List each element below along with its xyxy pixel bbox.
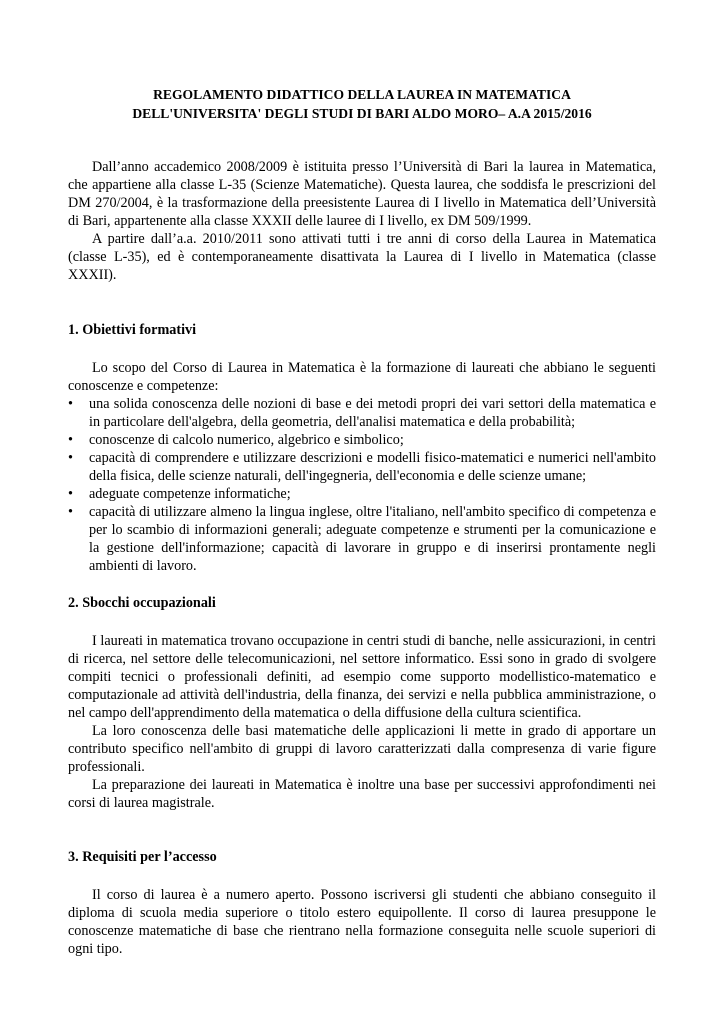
section-2-heading: 2. Sbocchi occupazionali xyxy=(68,595,216,611)
section-3-paragraph-1: Il corso di laurea è a numero aperto. Possono iscriversi gli studenti che abbiano conseguito il diploma di scuola media superiore o titolo estero equipollente. Il corso di laurea presuppone le conoscenze matematiche di base che rientrano nella formazione conseguita nelle scuole superiori di ogni tipo. xyxy=(68,887,656,957)
list-item xyxy=(68,449,656,485)
document-title xyxy=(68,85,656,123)
objectives-list xyxy=(68,395,656,575)
section-2-paragraph-3: La preparazione dei laureati in Matematica è inoltre una base per successivi approfondimenti nei corsi di laurea magistrale. xyxy=(68,777,656,811)
intro-paragraph-1: Dall’anno accademico 2008/2009 è istituita presso l’Università di Bari la laurea in Matematica, che appartiene alla classe L-35 (Scienze Matematiche). Questa laurea, che soddisfa le prescrizioni del DM 270/2004, è la trasformazione della preesistente Laurea di I livello in Matematica dell’Università di Bari, appartenente alla classe XXXII delle lauree di I livello, ex DM 509/1999. xyxy=(68,159,656,229)
bullet-icon: • xyxy=(68,432,73,448)
bullet-icon: • xyxy=(68,486,73,502)
list-item-text: adeguate competenze informatiche; xyxy=(89,486,291,502)
section-1-body xyxy=(68,359,656,575)
title-line-1: REGOLAMENTO DIDATTICO DELLA LAUREA IN MATEMATICA xyxy=(153,87,571,102)
list-item xyxy=(68,431,656,449)
section-2-paragraph-1: I laureati in matematica trovano occupazione in centri studi di banche, nelle assicurazioni, in centri di ricerca, nel settore delle telecomunicazioni, nel settore informatico. Essi sono in grado di svolgere compiti tecnici o professionali definiti, ad esempio come supporto modellistico-matematico e computazionale ad attività dell'industria, della finanza, dei servizi e nella pubblica amministrazione, o nel campo dell'apprendimento della matematica o della diffusione della cultura scientifica. xyxy=(68,633,656,721)
bullet-icon: • xyxy=(68,450,73,466)
intro-section xyxy=(68,158,656,284)
intro-paragraph-2: A partire dall’a.a. 2010/2011 sono attivati tutti i tre anni di corso della Laurea in Matematica (classe L-35), ed è contemporaneamente disattivata la Laurea di I livello in Matematica (classe XXXII). xyxy=(68,231,656,283)
section-3-heading: 3. Requisiti per l’accesso xyxy=(68,849,217,865)
section-1-intro: Lo scopo del Corso di Laurea in Matematica è la formazione di laureati che abbiano le seguenti conoscenze e competenze: xyxy=(68,360,656,394)
list-item-text: conoscenze di calcolo numerico, algebrico e simbolico; xyxy=(89,432,404,448)
list-item-text: capacità di comprendere e utilizzare descrizioni e modelli fisico-matematici e numerici nell'ambito della fisica, delle scienze naturali, dell'ingegneria, dell'economia e delle scienze umane; xyxy=(89,450,656,484)
list-item xyxy=(68,395,656,431)
section-1-heading: 1. Obiettivi formativi xyxy=(68,322,197,338)
list-item-text: una solida conoscenza delle nozioni di base e dei metodi propri dei vari settori della matematica e in particolare dell'algebra, della geometria, dell'analisi matematica e della probabilità; xyxy=(89,396,656,430)
list-item-text: capacità di utilizzare almeno la lingua inglese, oltre l'italiano, nell'ambito specifico di competenza e per lo scambio di informazioni generali; adeguate competenze e strumenti per la comunicazione e la gestione dell'informazione; capacità di lavorare in gruppo e di inserirsi prontamente negli ambienti di lavoro. xyxy=(89,504,656,574)
list-item xyxy=(68,485,656,503)
section-2-body xyxy=(68,632,656,812)
document-page xyxy=(68,0,656,958)
section-2-paragraph-2: La loro conoscenza delle basi matematiche delle applicazioni li mette in grado di apportare un contributo specifico nell'ambito di gruppi di lavoro caratterizzati dalla compresenza di varie figure professionali. xyxy=(68,723,656,775)
section-3-body xyxy=(68,886,656,958)
list-item xyxy=(68,503,656,575)
bullet-icon: • xyxy=(68,396,73,412)
title-line-2: DELL'UNIVERSITA' DEGLI STUDI DI BARI ALDO MORO– A.A 2015/2016 xyxy=(132,106,592,121)
bullet-icon: • xyxy=(68,504,73,520)
